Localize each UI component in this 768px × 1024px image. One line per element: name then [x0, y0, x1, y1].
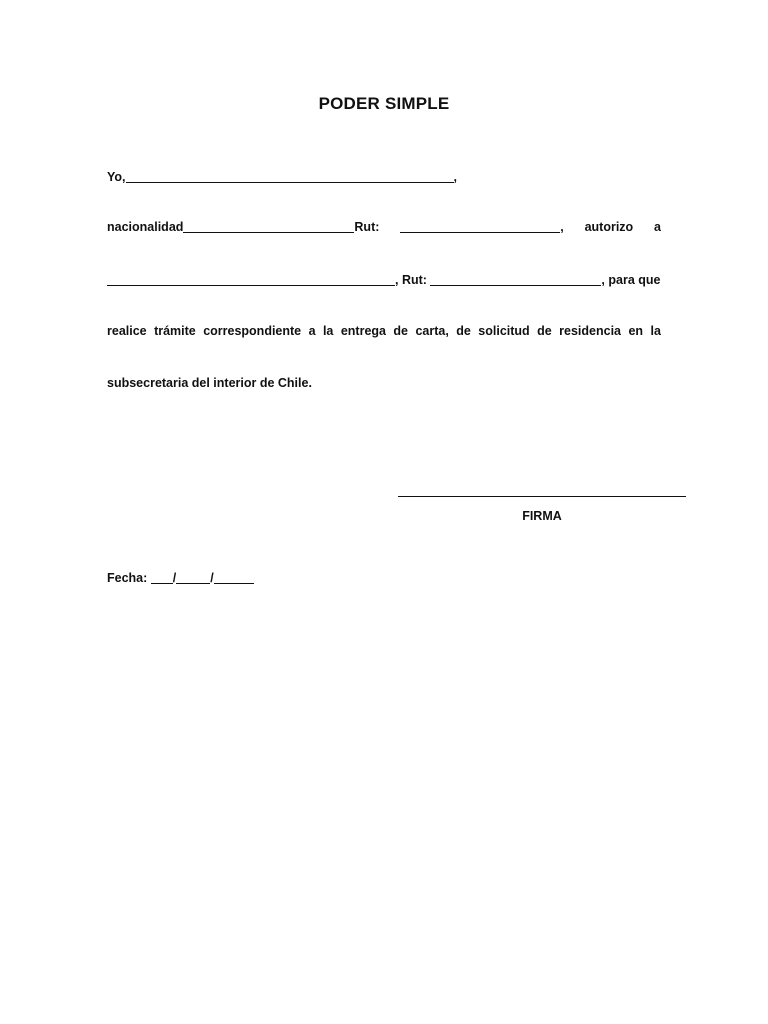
signature-line[interactable]: [398, 496, 686, 497]
body-word: solicitud: [478, 324, 530, 338]
rut-blank[interactable]: [400, 220, 560, 233]
body-line: [107, 324, 661, 338]
para-que-label: , para que: [601, 273, 661, 287]
body-word: carta,: [415, 324, 449, 338]
date-label: Fecha:: [107, 571, 148, 585]
name-blank[interactable]: [126, 170, 454, 183]
body-word: la: [650, 324, 661, 338]
proxy-name-blank[interactable]: [107, 273, 395, 286]
body-word: de: [456, 324, 471, 338]
body-word: a: [308, 324, 316, 338]
body-word: correspondiente: [203, 324, 302, 338]
rut-label: Rut:: [354, 220, 380, 234]
signature-label: FIRMA: [522, 509, 562, 523]
nationality-line: [107, 220, 661, 234]
date-day-blank[interactable]: [151, 571, 173, 584]
body-line-end: subsecretaria del interior de Chile.: [107, 376, 312, 390]
body-word: trámite: [154, 324, 196, 338]
autorizo-label: autorizo: [584, 220, 634, 234]
body-word: en: [628, 324, 644, 338]
nationality-blank[interactable]: [183, 220, 354, 233]
date-separator: /: [172, 571, 177, 585]
proxy-rut-label: , Rut:: [395, 273, 427, 287]
yo-label: Yo,: [107, 170, 126, 184]
date-line: [107, 571, 254, 585]
body-word: de: [393, 324, 409, 338]
body-word: la: [322, 324, 334, 338]
proxy-rut-blank[interactable]: [430, 273, 601, 286]
date-separator: /: [210, 571, 214, 585]
body-word: entrega: [340, 324, 386, 338]
a-label: a: [654, 220, 661, 234]
body-word: realice: [107, 324, 147, 338]
date-year-blank[interactable]: [214, 571, 254, 584]
body-word: de: [537, 324, 552, 338]
body-word: residencia: [559, 324, 621, 338]
name-line: [107, 170, 661, 184]
name-line-comma: ,: [453, 170, 458, 184]
document-title: PODER SIMPLE: [318, 94, 450, 113]
rut-comma: ,: [560, 220, 564, 234]
date-month-blank[interactable]: [176, 571, 210, 584]
proxy-line: [107, 273, 661, 287]
nationality-label: nacionalidad: [107, 220, 184, 234]
